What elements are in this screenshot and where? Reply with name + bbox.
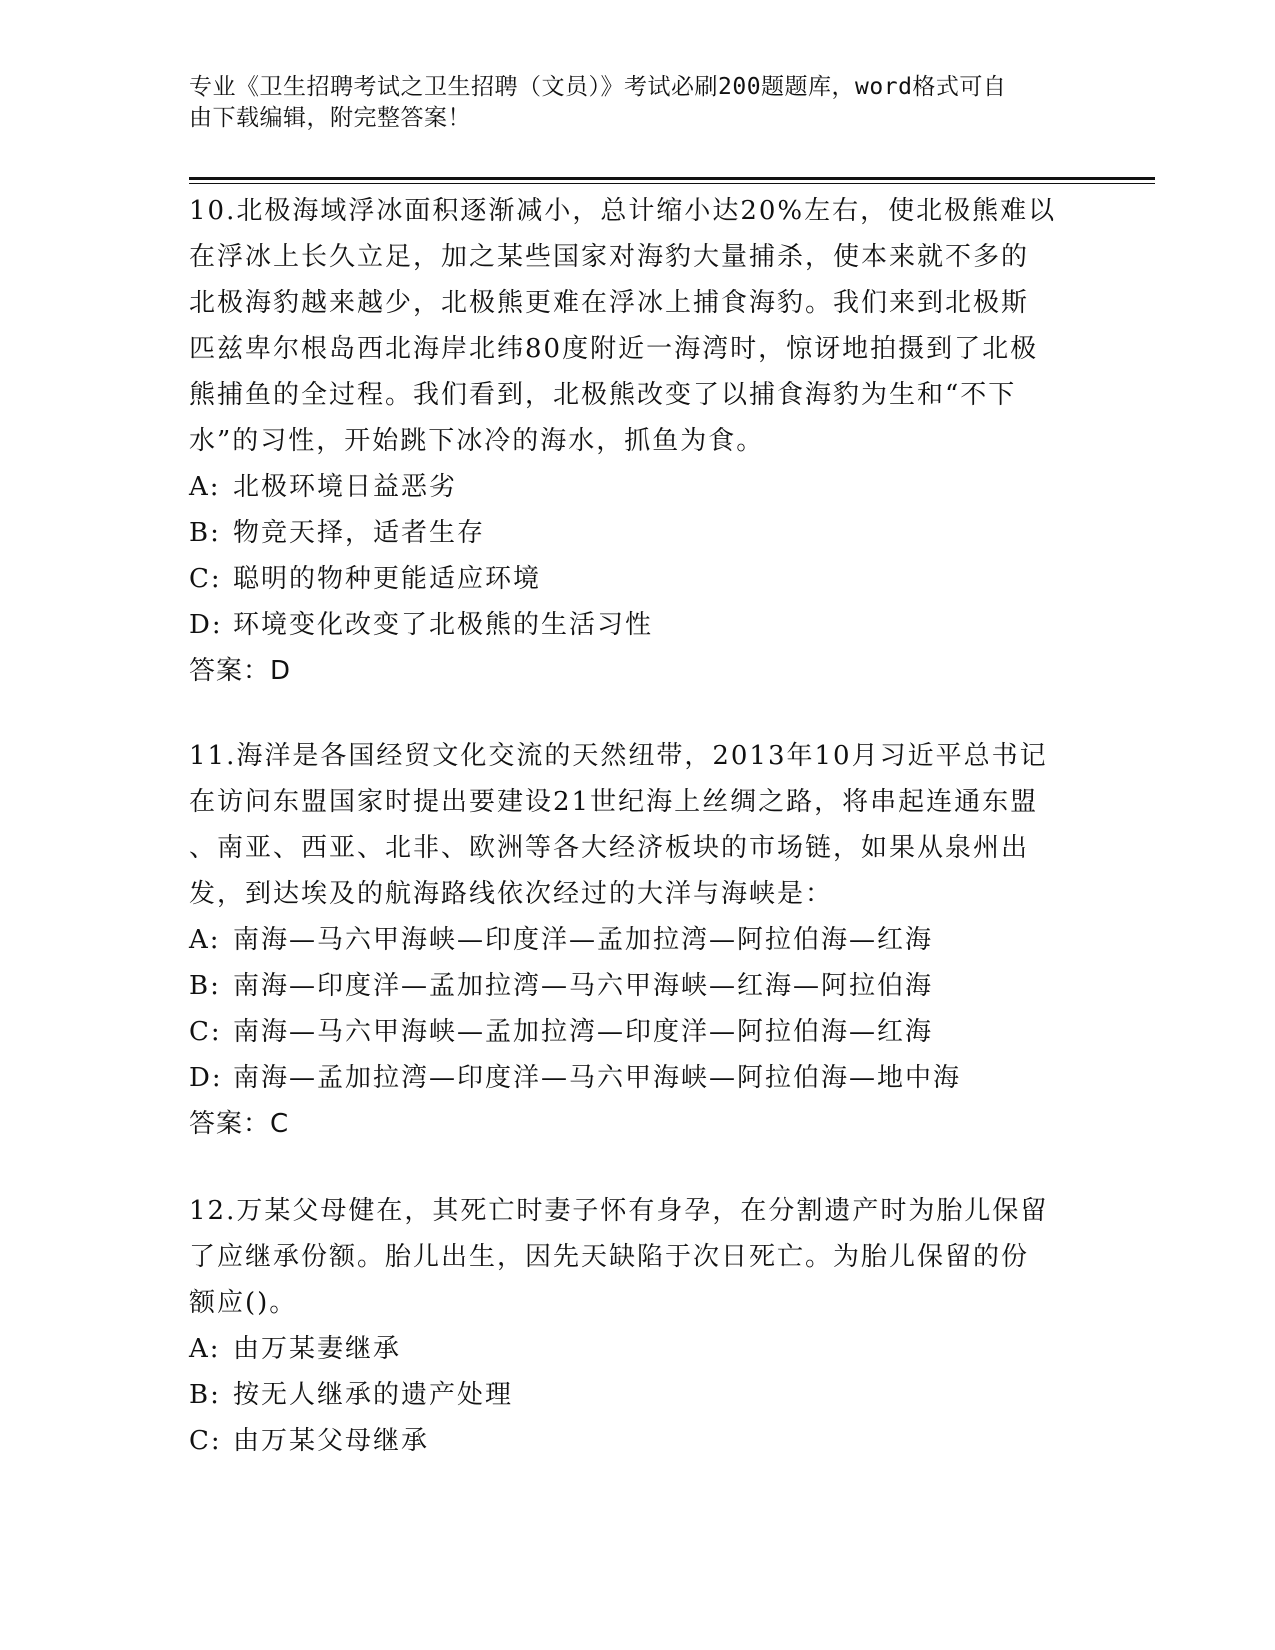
option-a: [189, 1326, 1079, 1372]
option-letter: D:: [189, 610, 223, 640]
question-line: 12.万某父母健在，其死亡时妻子怀有身孕，在分割遗产时为胎儿保留: [189, 1196, 1049, 1226]
option-a: [189, 464, 1079, 510]
question-line: 10.北极海域浮冰面积逐渐减小，总计缩小达20%左右，使北极熊难以: [189, 196, 1057, 226]
option-text: 北极环境日益恶劣: [233, 472, 458, 502]
question-line: 11.海洋是各国经贸文化交流的天然纽带，2013年10月习近平总书记: [189, 741, 1048, 771]
option-c: [189, 556, 1079, 602]
option-c: [189, 1418, 1079, 1464]
question-12: [189, 1188, 1079, 1464]
header-line-2: 由下载编辑，附完整答案！: [189, 105, 471, 131]
option-letter: A:: [189, 925, 221, 955]
header-divider-thick: [189, 177, 1155, 180]
option-text: 环境变化改变了北极熊的生活习性: [233, 610, 654, 640]
option-letter: A:: [189, 472, 221, 502]
question-11: [189, 733, 1079, 1147]
option-b: [189, 963, 1079, 1009]
question-line: 匹兹卑尔根岛西北海岸北纬80度附近一海湾时，惊讶地拍摄到了北极: [189, 334, 1039, 364]
option-text: 南海—印度洋—孟加拉湾—马六甲海峡—红海—阿拉伯海: [233, 971, 934, 1001]
option-text: 由万某妻继承: [233, 1334, 402, 1364]
question-line: 额应()。: [189, 1288, 298, 1318]
question-line: 发，到达埃及的航海路线依次经过的大洋与海峡是：: [189, 879, 834, 909]
option-b: [189, 510, 1079, 556]
option-text: 按无人继承的遗产处理: [233, 1380, 514, 1410]
option-text: 聪明的物种更能适应环境: [233, 564, 542, 594]
question-line: 、南亚、西亚、北非、欧洲等各大经济板块的市场链，如果从泉州出: [189, 833, 1030, 863]
option-letter: C:: [189, 564, 222, 594]
option-letter: C:: [189, 1017, 222, 1047]
question-line: 熊捕鱼的全过程。我们看到，北极熊改变了以捕食海豹为生和“不下: [189, 380, 1017, 410]
answer-line: 答案：C: [189, 1109, 290, 1139]
question-10: [189, 188, 1079, 694]
option-letter: C:: [189, 1426, 222, 1456]
question-line: 在浮冰上长久立足，加之某些国家对海豹大量捕杀，使本来就不多的: [189, 242, 1030, 272]
option-d: [189, 602, 1079, 648]
option-text: 南海—马六甲海峡—孟加拉湾—印度洋—阿拉伯海—红海: [233, 1017, 934, 1047]
option-text: 物竞天择，适者生存: [233, 518, 486, 548]
question-line: 北极海豹越来越少，北极熊更难在浮冰上捕食海豹。我们来到北极斯: [189, 288, 1030, 318]
answer-line: 答案：D: [189, 656, 292, 686]
question-line: 在访问东盟国家时提出要建设21世纪海上丝绸之路，将串起连通东盟: [189, 787, 1039, 817]
option-text: 由万某父母继承: [233, 1426, 430, 1456]
option-a: [189, 917, 1079, 963]
option-letter: A:: [189, 1334, 221, 1364]
option-letter: B:: [189, 518, 221, 548]
option-letter: D:: [189, 1063, 223, 1093]
document-header: [189, 72, 1069, 134]
option-c: [189, 1009, 1079, 1055]
option-d: [189, 1055, 1079, 1101]
question-line: 了应继承份额。胎儿出生，因先天缺陷于次日死亡。为胎儿保留的份: [189, 1242, 1030, 1272]
header-line-1: 专业《卫生招聘考试之卫生招聘（文员）》考试必刷200题题库，word格式可自: [189, 74, 1007, 100]
option-text: 南海—马六甲海峡—印度洋—孟加拉湾—阿拉伯海—红海: [233, 925, 934, 955]
question-line: 水”的习性，开始跳下冰冷的海水，抓鱼为食。: [189, 426, 765, 456]
option-letter: B:: [189, 1380, 221, 1410]
option-b: [189, 1372, 1079, 1418]
option-text: 南海—孟加拉湾—印度洋—马六甲海峡—阿拉伯海—地中海: [233, 1063, 962, 1093]
option-letter: B:: [189, 971, 221, 1001]
header-divider-thin: [189, 183, 1155, 184]
